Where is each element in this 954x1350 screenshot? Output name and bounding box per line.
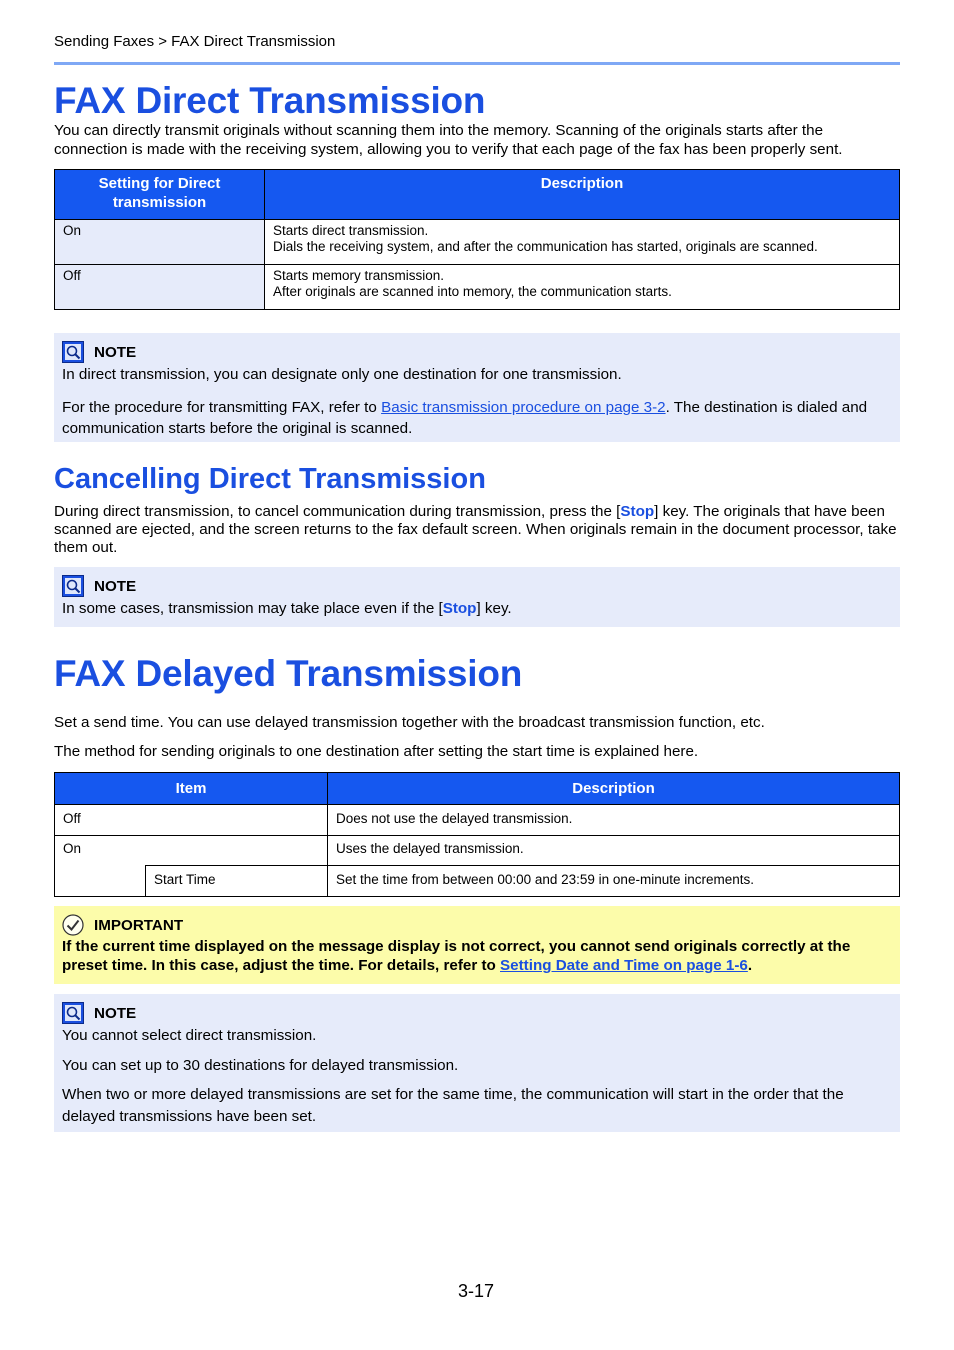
text-part: In some cases, transmission may take place even if the [	[62, 600, 443, 617]
note-label: NOTE	[94, 1004, 137, 1022]
table-header-item: Item	[55, 773, 328, 805]
description-line: Dials the receiving system, and after the communication has started, originals are scanned.	[273, 239, 818, 254]
delayed-text: The method for sending originals to one destination after setting the start time is explained here.	[54, 743, 699, 760]
table-header-description: Description	[265, 170, 900, 220]
note-text	[62, 397, 892, 440]
indent-cell	[55, 866, 146, 897]
description-line: After originals are scanned into memory, the communication starts.	[273, 284, 672, 299]
table-row	[55, 265, 900, 310]
note-box	[54, 333, 900, 442]
basic-transmission-link[interactable]: Basic transmission procedure on page 3-2	[381, 398, 666, 416]
table-row	[55, 220, 900, 265]
header-rule	[54, 62, 900, 65]
setting-cell: Off	[55, 265, 265, 310]
description-cell: Set the time from between 00:00 and 23:59 in one-minute increments.	[328, 866, 900, 897]
table-row	[55, 805, 900, 836]
setting-date-time-link[interactable]: Setting Date and Time on page 1-6	[500, 957, 748, 974]
delayed-transmission-table	[54, 772, 900, 897]
description-cell: Uses the delayed transmission.	[328, 836, 900, 866]
text-part: ] key. The originals that have been scanned are ejected, and the screen returns to the fax default screen. When originals remain in the document processor, take them out.	[54, 503, 897, 556]
section-direct-transmission	[54, 80, 900, 122]
section-delayed	[54, 653, 900, 695]
description-line: Starts direct transmission.	[273, 223, 429, 238]
important-text	[62, 937, 892, 975]
important-header	[62, 914, 892, 936]
page-title: FAX Direct Transmission	[54, 80, 486, 121]
note-text-part: For the procedure for transmitting FAX, refer to	[62, 398, 382, 416]
item-cell: On	[55, 836, 328, 866]
note-text: When two or more delayed transmissions are set for the same time, the communication will start in the order that the delayed transmissions have been set.	[62, 1086, 844, 1125]
note-magnifier-icon	[62, 575, 84, 597]
setting-cell: On	[55, 220, 265, 265]
text-part: .	[747, 957, 753, 974]
delayed-paragraphs	[54, 714, 900, 761]
description-cell: Does not use the delayed transmission.	[328, 805, 900, 836]
note-label: NOTE	[94, 577, 137, 595]
direct-transmission-table	[54, 169, 900, 310]
note-header	[62, 575, 892, 597]
table-row	[55, 866, 900, 897]
text-part: During direct transmission, to cancel communication during transmission, press the [	[54, 503, 621, 520]
section-title: FAX Delayed Transmission	[54, 653, 523, 694]
important-label: IMPORTANT	[94, 916, 184, 934]
description-cell	[265, 220, 900, 265]
section-cancelling	[54, 463, 900, 496]
note-text	[62, 598, 892, 620]
description-line: Starts memory transmission.	[273, 268, 445, 283]
note-magnifier-icon	[62, 341, 84, 363]
note-text: In direct transmission, you can designate only one destination for one transmission.	[62, 366, 622, 383]
cancelling-paragraph	[54, 503, 900, 557]
page-number: 3-17	[458, 1281, 495, 1301]
stop-key-label: Stop	[620, 503, 655, 520]
intro-paragraph	[54, 122, 900, 159]
note-text: You can set up to 30 destinations for delayed transmission.	[62, 1056, 459, 1074]
delayed-text: Set a send time. You can use delayed transmission together with the broadcast transmission function, etc.	[54, 714, 765, 731]
text-part: ] key.	[476, 600, 512, 617]
note-magnifier-icon	[62, 1002, 84, 1024]
note-box	[54, 994, 900, 1132]
note-header	[62, 341, 892, 363]
note-text: You cannot select direct transmission.	[62, 1027, 317, 1044]
breadcrumb: Sending Faxes > FAX Direct Transmission	[54, 33, 336, 50]
stop-key-label: Stop	[442, 600, 477, 617]
table-row	[55, 836, 900, 866]
table-header-description: Description	[328, 773, 900, 805]
section-heading: Cancelling Direct Transmission	[54, 463, 486, 495]
important-box	[54, 906, 900, 984]
checkmark-circle-icon	[62, 914, 84, 936]
description-cell	[265, 265, 900, 310]
text-part: If the current time displayed on the message display is not correct, you cannot send originals correctly at the preset time. In this case, adjust the time. For details, refer to	[62, 938, 851, 974]
item-cell: Start Time	[146, 866, 328, 897]
note-label: NOTE	[94, 343, 137, 361]
table-header-setting: Setting for Direct transmission	[55, 170, 265, 220]
cancelling-text	[54, 503, 900, 557]
note-box	[54, 567, 900, 627]
note-header	[62, 1002, 892, 1024]
item-cell: Off	[55, 805, 328, 836]
intro-text: You can directly transmit originals without scanning them into the memory. Scanning of the originals starts after the connection is made with the receiving system, allowing you to verify that each page of the fax has been properly sent.	[54, 122, 843, 158]
note-text-part: . The destination is dialed and communication starts before the original is scanned.	[62, 398, 868, 437]
